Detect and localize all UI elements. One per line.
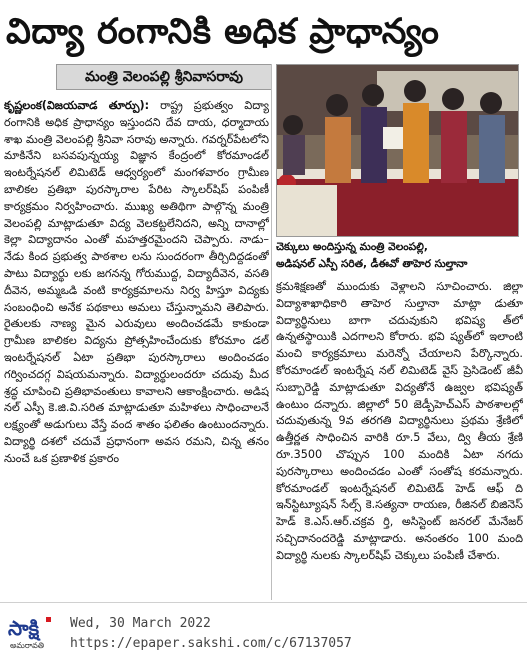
photo-illustration (277, 65, 519, 237)
logo-subtext: అమరావతి (10, 641, 45, 650)
sakshi-logo (6, 609, 62, 651)
caption-line-1: చెక్కులు అందిస్తున్న మంత్రి వెలంపల్లి, (276, 241, 428, 253)
body-left-text: రాష్ట్ర ప్రభుత్వం విద్యా రంగానికి అధిక ప్రాధాన్యం ఇస్తుందని దేవ దాయ, ధర్మాదాయ శాఖ మంత్రి వెలంపల్లి శ్రీనివా సరావు అన్నారు. గవర్నర్‌పేటలోని మాకినేని బసవపున్నయ్య విజ్ఞాన కేంద్రంలో కోరమాండల్ ఇంటర్నేషనల్ లిమిటెడ్ ఆధ్వర్యంలో మంగళవారం గ్రామీణ బాలికల ప్రతిభా పురస్కారాల పేరిట స్కాలర్‌షిప్ పంపిణీ కార్యక్రమం నిర్వహించారు. ముఖ్య అతిథిగా పాల్గొన్న మంత్రి వెలంపల్లి మాట్లాడుతూ విద్య వెలకట్టలేనిదని, అన్ని దానాల్లో కెల్లా విద్యాదానం ఎంతో మహత్తరమైందని చెప్పారు. నాడు–నేడు కింద ప్రభుత్వ పాఠశాల లను సుందరంగా తీర్చిదిద్దడంతో పాటు విద్యార్థు లకు జగనన్న గోరుముద్ద, విద్యాదీవెన, వసతి దీవెన, అమ్మఒడి వంటి కార్యక్రమాలను నిర్వ హిస్తూ విద్యకు సంబంధించి అనేక పథకాలు అమలు చేస్తున్నామని తెలిపారు. రైతులకు నాణ్య మైన ఎరువులు అందించడమే కాకుండా గ్రామీణ బాలికల విద్యను ప్రోత్సహించేందుకు కోరమాం డల్ ఇంటర్నేషనల్ ఏటా ప్రతిభా పురస్కారాలు అందించడం గర్వించదగ్గ విషయమన్నారు. విద్యార్థులందరూ చదువు మీద శ్రద్ధ చూపించి ప్రతిభావంతులు కావాలని ఆకాంక్షించారు. అడిష నల్ ఎస్పీ కె.జి.వి.సరిత మాట్లాడుతూ మహిళలు సాధించాలనే లక్ష్యంతో అడుగులు వేస్తే వంద శాతం ఫలితం ఉంటుందన్నారు. విద్యార్థి దశలో చదువే ప్రధానంగా అవస రమని, చిన్న తనం నుంచే ఒక ప్రణాళిక ప్రకారం (4, 99, 269, 465)
epaper-link[interactable]: https://epaper.sakshi.com/c/67137057 (70, 636, 352, 651)
logo-text: సాక్షి (8, 616, 40, 640)
article-body-right (276, 279, 523, 601)
byline-text: మంత్రి వెలంపల్లి శ్రీనివాసరావు (84, 69, 244, 85)
event-photo (276, 64, 519, 237)
article-headline: విద్యా రంగానికి అధిక ప్రాధాన్యం (6, 12, 440, 52)
article-body-left (4, 98, 269, 598)
dateline: కృష్ణలంక(విజయవాడ తూర్పు): (4, 99, 150, 112)
body-right-text: క్రమశిక్షణతో ముందుకు వెళ్లాలని సూచించారు. జిల్లా విద్యాశాఖాధికారి తాహెర సుల్తానా మాట్లా డుతూ విద్యార్థినులు బాగా చదువుకుని భవిష్య త్‌లో ఉన్నతస్థాయికి ఎదగాలని కోరారు. భవి ష్యత్‌లో ఇలాంటి మంచి కార్యక్రమాలు మరెన్నో చేయాలని పేర్కొన్నారు. కోరమాండల్ ఇంటర్నేష నల్ లిమిటెడ్ వైస్ ప్రెసిడెంట్ జీవీ సుబ్బారెడ్డి మాట్లాడుతూ విద్యతోనే ఉజ్వల భవిష్యత్ ఉంటుం దన్నారు. జిల్లాలో 50 జెడ్పీహెచ్ఎస్ పాఠశాలల్లో చదువుతున్న 9వ తరగతి విద్యార్థినులు ప్రథమ శ్రేణిలో ఉత్తీర్ణత సాధించిన వారికి రూ.5 వేలు, ద్వి తీయ శ్రేణి రూ.3500 చొప్పున 100 మందికి ఏటా నగదు పురస్కారాలు అందించడం ఎంతో సంతోష కరమన్నారు. కోరమాండల్ ఇంటర్నేషనల్ లిమిటెడ్ హెడ్ ఆఫ్ ది ఇన్‌స్టిట్యూషన్ సేల్స్ కె.సత్యనా రాయణ, రీజినల్ బిజినెస్ హెడ్ కె.ఎస్.ఆర్.చక్రవ ర్తి, అసిస్టెంట్ జనరల్ మేనేజర్ సచ్చిదానందరెడ్డి మాట్లాడారు. అనంతరం 100 మంది విద్యార్థి నులకు స్కాలర్‌షిప్ చెక్కులు పంపిణీ చేశారు. (276, 280, 523, 562)
byline-box (56, 64, 272, 90)
sakshi-logo-icon (6, 609, 62, 651)
edition-date: Wed, 30 March 2022 (70, 616, 211, 631)
column-divider (271, 64, 272, 600)
caption-line-2: అడిషనల్ ఎస్పీ సరిత, డీఈవో తాహెర సుల్తానా (276, 258, 468, 270)
epaper-footer (0, 602, 527, 662)
photo-caption (276, 239, 523, 275)
